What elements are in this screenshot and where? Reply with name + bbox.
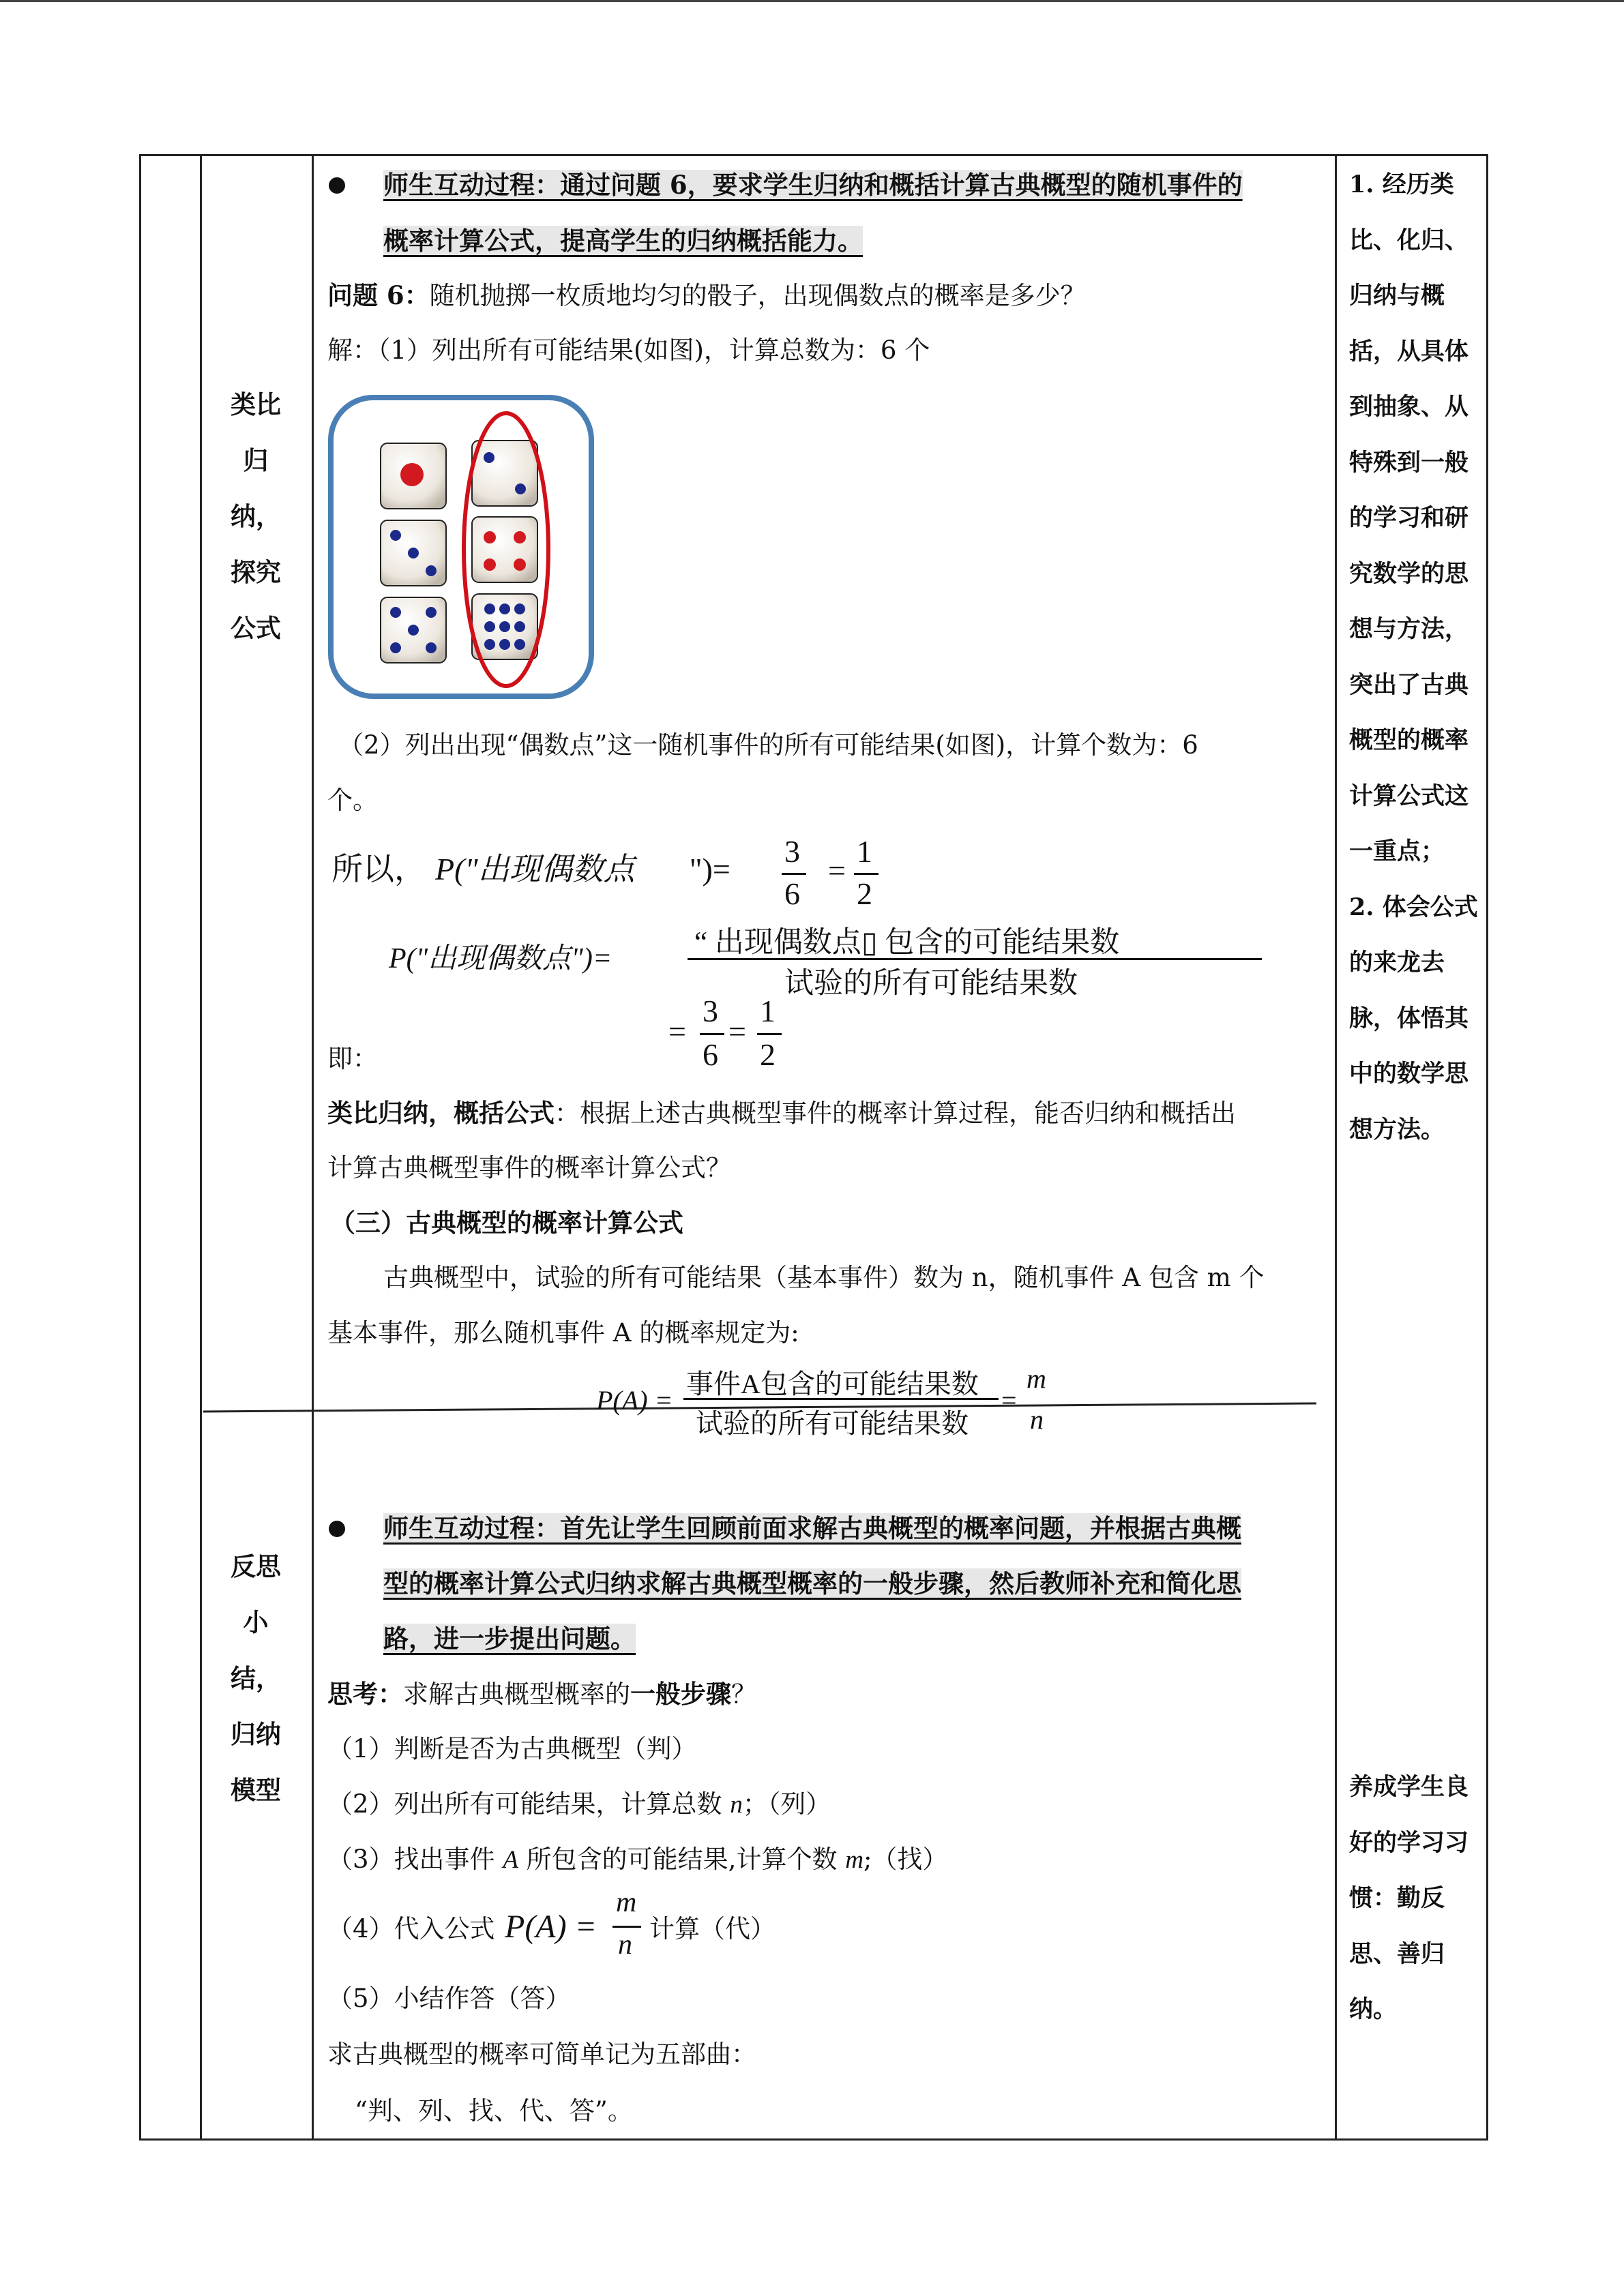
step-4-formula: P(A) = — [505, 1909, 597, 1945]
bullet-dot-icon — [329, 177, 345, 194]
frac-1-num: 1 — [857, 834, 872, 869]
interaction-text-2b: 型的概率计算公式归纳求解古典概型概率的一般步骤，然后教师补充和简化思 — [383, 1568, 1241, 1598]
general-1: 1 — [760, 994, 776, 1028]
general-formula-den: 试验的所有可能结果数 — [784, 968, 1078, 1000]
frac-6-den: 6 — [784, 876, 800, 911]
general-3: 3 — [703, 994, 718, 1028]
generalize-text: 类比归纳，概括公式：根据上述古典概型事件的概率计算过程，能否归纳和概括出 — [327, 1098, 1236, 1128]
general-formula-lhs: P("出现偶数点")= — [389, 943, 612, 974]
design-note-1: 1. 经历类 比、化归、 归纳与概 括，从具体 到抽象、从 特殊到一般 的学习和研 究数学的思 想与方法， 突出了古典 概型的概率 计算公式这 一重点； 2. 体会公式 的来龙去 脉，体悟其 中的数学思 想方法。 — [1349, 170, 1478, 1144]
summary-line-1: 求古典概型的概率可简单记为五部曲： — [327, 2040, 756, 2069]
question-6: 问题 6：随机抛掷一枚质地均匀的骰子，出现偶数点的概率是多少？ — [327, 280, 1086, 310]
solution-step-2b: 个。 — [327, 786, 378, 815]
section-3-title: （三）古典概型的概率计算公式 — [330, 1208, 683, 1238]
frac-bar — [612, 1926, 641, 1928]
formula-m: m — [1027, 1363, 1046, 1394]
interaction-text-2: 师生互动过程：首先让学生回顾前面求解古典概型的概率问题，并根据古典概 — [383, 1513, 1241, 1543]
frac-3-num: 3 — [784, 834, 800, 869]
summary-line-2: “判、列、找、代、答”。 — [355, 2096, 633, 2126]
solution-step-2: （2）列出出现“偶数点”这一随机事件的所有可能结果(如图)，计算个数为：6 — [338, 730, 1198, 760]
solution-step-1: 解：（1）列出所有可能结果(如图)，计算总数为：6 个 — [327, 336, 930, 365]
classical-text-1: 古典概型中，试验的所有可能结果（基本事件）数为 n，随机事件 A 包含 m 个 — [383, 1263, 1265, 1292]
general-2: 2 — [760, 1037, 776, 1072]
formula-n: n — [1030, 1404, 1044, 1435]
section-label-explore: 类比 归 纳， 探究 公式 — [231, 389, 281, 643]
eq-sign: = — [828, 853, 846, 888]
frac-bar — [757, 1033, 782, 1035]
step-5: （5）小结作答（答） — [327, 1984, 571, 2013]
step-1: （1）判断是否为古典概型（判） — [327, 1734, 697, 1763]
general-eq-2: = — [728, 1014, 746, 1049]
interaction-text-2c: 路，进一步提出问题。 — [383, 1624, 636, 1654]
therefore-formula: 所以， P("出现偶数点 ")= — [331, 852, 730, 886]
general-eq-1: = — [668, 1014, 686, 1049]
formula-eq: = — [1001, 1385, 1017, 1416]
step-4-m: m — [616, 1887, 637, 1918]
interaction-text-1b: 概率计算公式，提高学生的归纳概括能力。 — [383, 226, 863, 256]
design-note-2: 养成学生良 好的学习习 惯：勤反 思、善归 纳。 — [1349, 1773, 1469, 2023]
general-formula-num: “ 出现偶数点▯ 包含的可能结果数 — [694, 927, 1120, 959]
step-2: （2）列出所有可能结果，计算总数 n；（列） — [327, 1789, 831, 1819]
formula-den: 试验的所有可能结果数 — [696, 1408, 969, 1439]
general-6: 6 — [703, 1037, 718, 1072]
interaction-text-1: 师生互动过程：通过问题 6，要求学生归纳和概括计算古典概型的随机事件的 — [383, 170, 1243, 200]
formula-lhs: P(A) = — [596, 1385, 673, 1416]
section-label-reflect: 反思 小 结， 归纳 模型 — [231, 1551, 281, 1805]
frac-bar — [854, 873, 879, 875]
dice-image — [327, 394, 595, 700]
think-question: 思考：求解古典概型概率的一般步骤？ — [327, 1679, 756, 1709]
generalize-text-2: 计算古典概型事件的概率计算公式？ — [327, 1153, 731, 1182]
ie-label: 即： — [327, 1044, 378, 1073]
step-4-suffix: 计算（代） — [649, 1914, 776, 1943]
bullet-dot-icon — [329, 1521, 345, 1537]
step-4: （4）代入公式 — [327, 1914, 495, 1943]
frac-2-den: 2 — [857, 876, 872, 911]
frac-bar — [700, 1033, 724, 1035]
step-4-n: n — [618, 1929, 632, 1960]
frac-bar — [683, 1398, 999, 1400]
formula-num: 事件A包含的可能结果数 — [686, 1369, 979, 1399]
step-3: （3）找出事件 A 所包含的可能结果,计算个数 m;（找） — [327, 1845, 948, 1874]
frac-bar — [782, 873, 806, 875]
classical-text-2: 基本事件，那么随机事件 A 的概率规定为: — [327, 1318, 799, 1347]
